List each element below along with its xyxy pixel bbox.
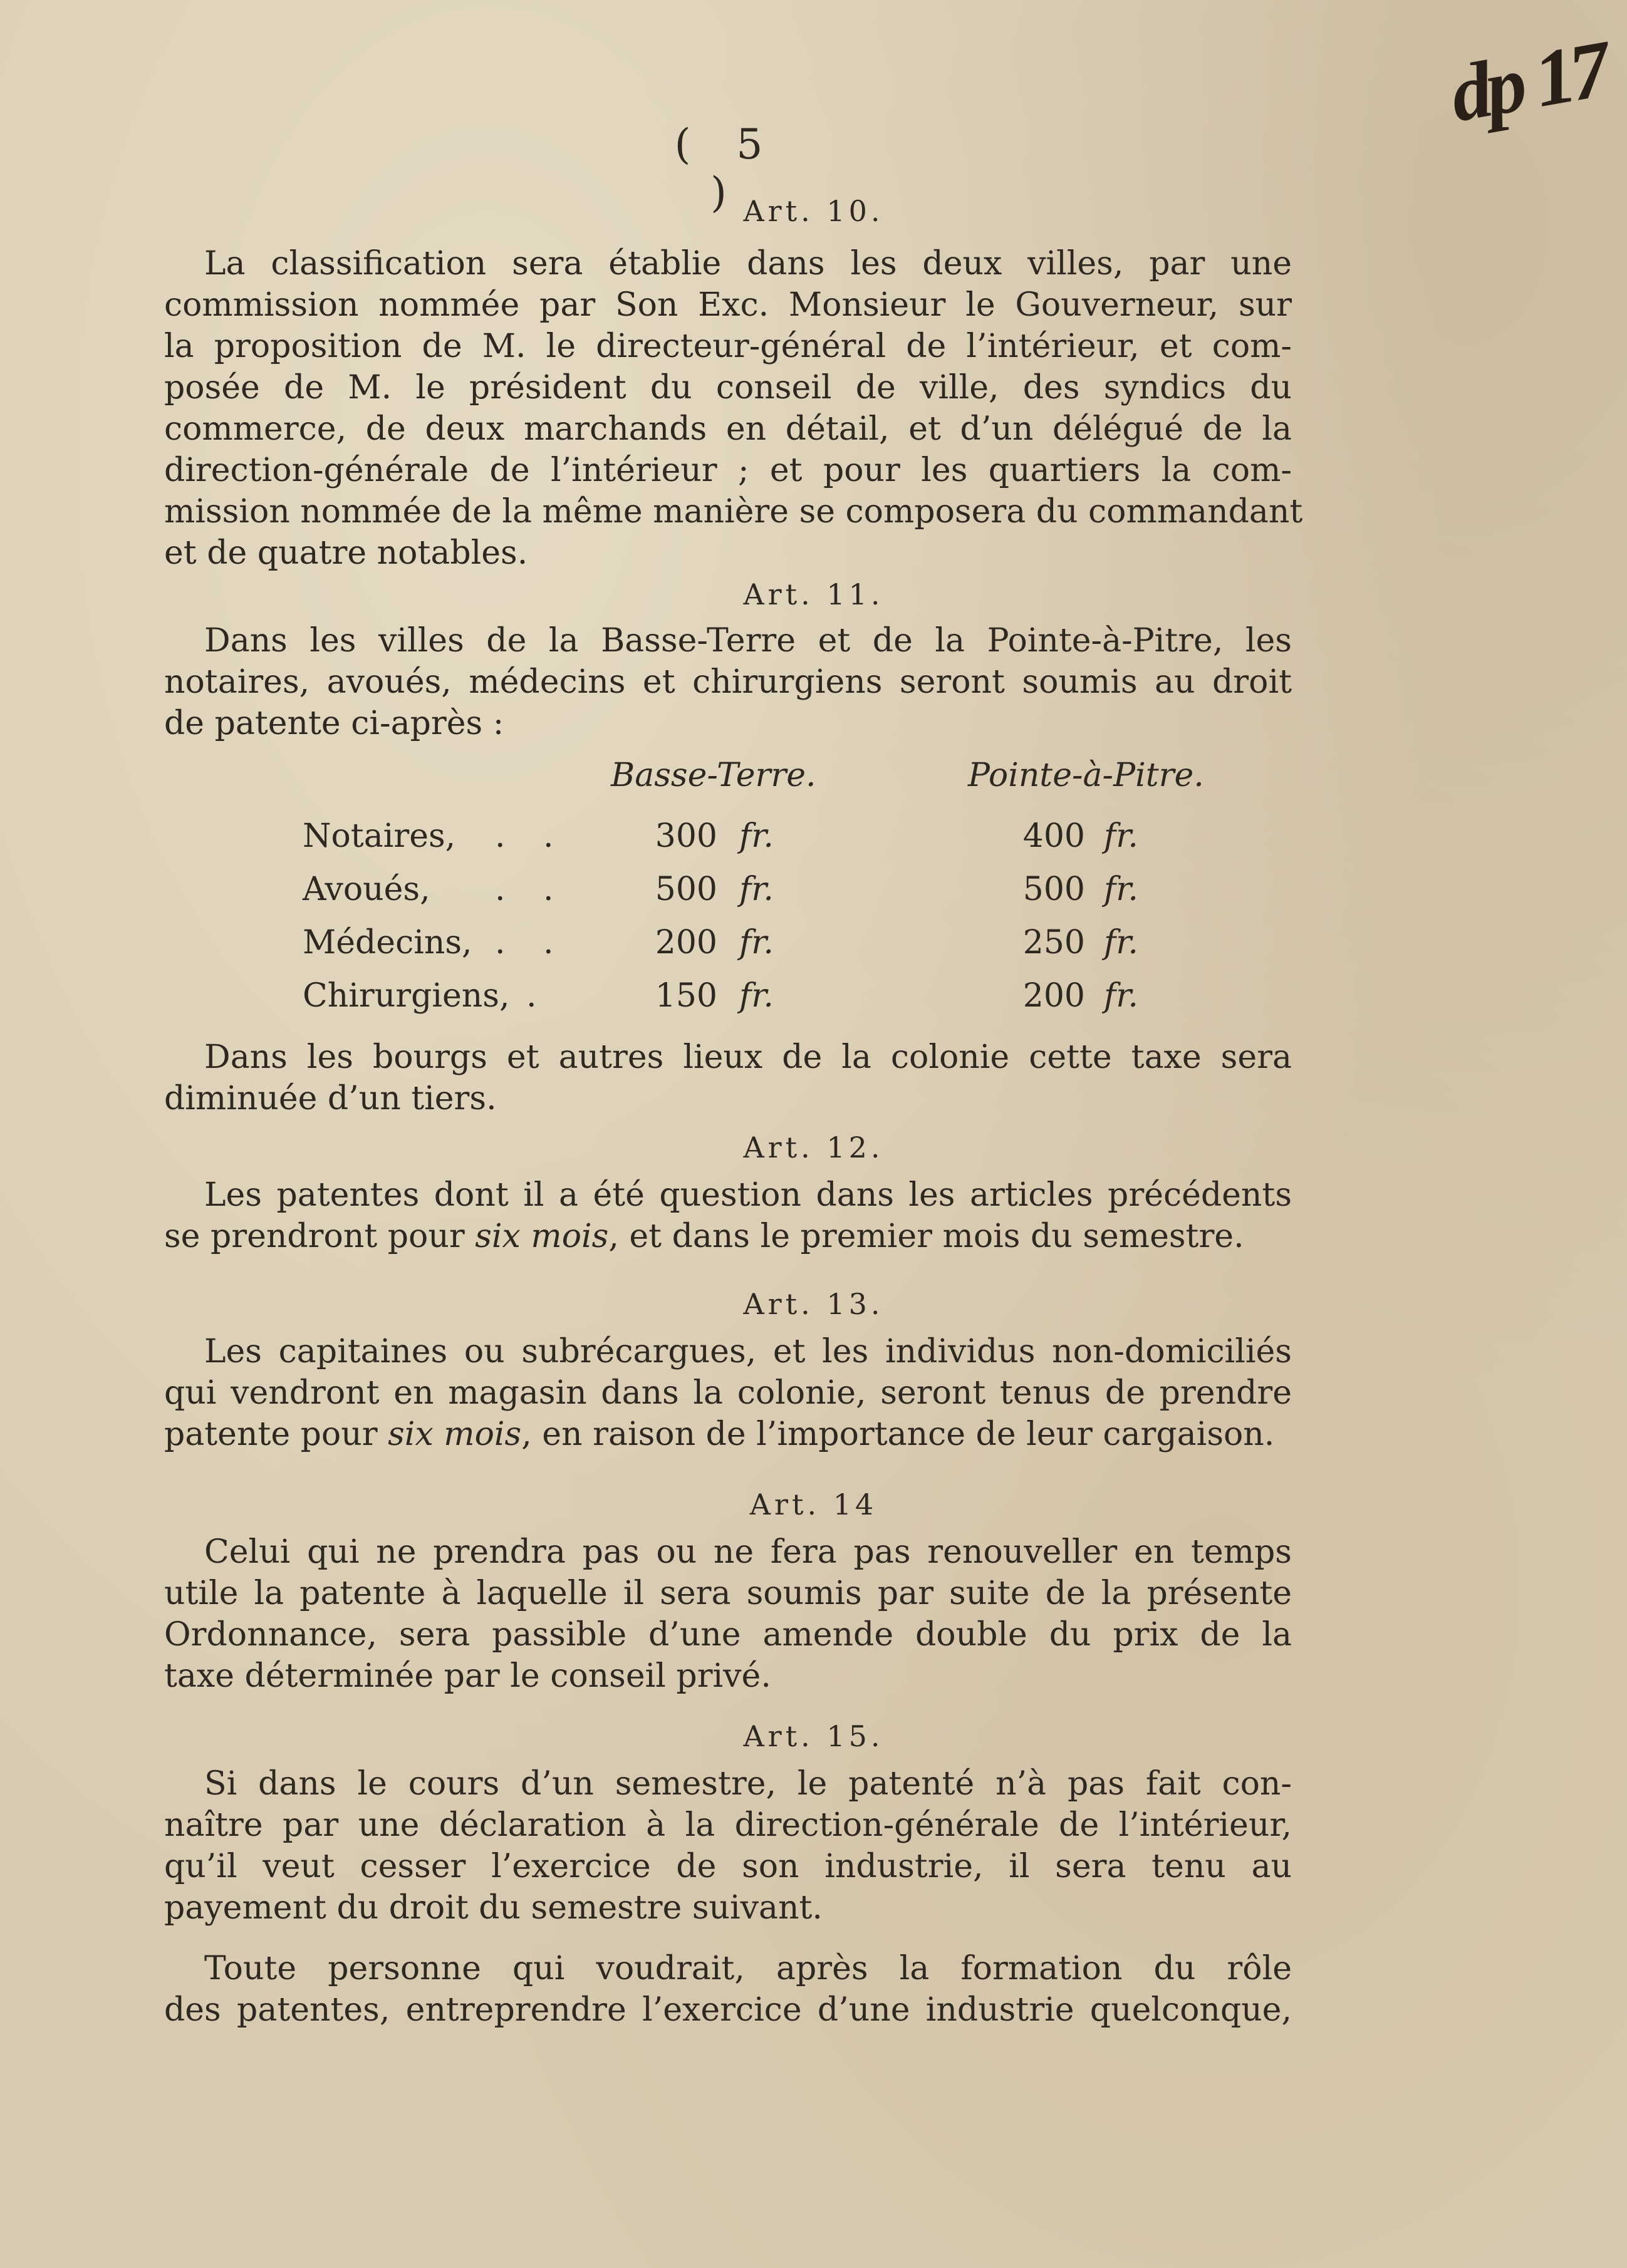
article-15-text-continued (164, 1948, 1292, 2031)
currency-unit: fr. (1104, 817, 1138, 855)
currency-unit: fr. (1104, 977, 1138, 1015)
text-line: commerce, de deux marchands en détail, et d’un délégué de la (164, 410, 1292, 448)
currency-unit: fr. (739, 977, 774, 1015)
text-line: qu’il veut cesser l’exercice de son industrie, il sera tenu au (164, 1848, 1292, 1885)
fee-row (0, 924, 1627, 974)
text-line: taxe déterminée par le conseil privé. (164, 1657, 771, 1695)
fee-row (0, 977, 1627, 1027)
fee-row (0, 871, 1627, 921)
text-line: de patente ci-après : (164, 705, 504, 742)
column-header-basse-terre: Basse-Terre. (611, 757, 816, 794)
text-line: Les capitaines ou subrécargues, et les individus non-domiciliés (204, 1333, 1292, 1370)
text-line: Toute personne qui voudrait, après la formation du rôle (204, 1950, 1292, 1987)
text-line: posée de M. le président du conseil de ville, des syndics du (164, 369, 1292, 406)
article-15-heading: Art. 15. (743, 1719, 884, 1753)
text-line: mission nommée de la même manière se composera du commandant (164, 493, 1303, 531)
text-line: Si dans le cours d’un semestre, le patenté n’à pas fait con- (204, 1765, 1292, 1803)
article-11-footnote (164, 1037, 1292, 1119)
currency-unit: fr. (739, 871, 774, 908)
leader-dots: . (526, 977, 551, 1015)
text-line: Ordonnance, sera passible d’une amende double du prix de la (164, 1616, 1292, 1654)
article-13-heading: Art. 13. (743, 1287, 884, 1321)
text-line: diminuée d’un tiers. (164, 1080, 497, 1117)
leader-dots: . . (495, 924, 568, 961)
pointe-a-pitre-fee: 500 (1022, 871, 1085, 908)
article-11-heading: Art. 11. (743, 577, 884, 611)
pointe-a-pitre-fee: 400 (1022, 817, 1085, 855)
article-14-text (164, 1531, 1292, 1697)
basse-terre-fee: 300 (655, 817, 717, 855)
column-header-pointe-a-pitre: Pointe-à-Pitre. (968, 757, 1204, 794)
fee-row (0, 817, 1627, 867)
fee-label: Chirurgiens, (303, 977, 510, 1015)
pointe-a-pitre-fee: 250 (1022, 924, 1085, 961)
basse-terre-fee: 500 (655, 871, 717, 908)
basse-terre-fee: 150 (655, 977, 717, 1015)
pointe-a-pitre-fee: 200 (1022, 977, 1085, 1015)
text-line: payement du droit du semestre suivant. (164, 1889, 823, 1927)
text-line: commission nommée par Son Exc. Monsieur le Gouverneur, sur (164, 286, 1292, 324)
article-12-text (164, 1174, 1292, 1257)
currency-unit: fr. (739, 924, 774, 961)
article-15-text (164, 1763, 1292, 1929)
text-line: utile la patente à laquelle il sera soumis par suite de la présente (164, 1575, 1292, 1612)
text-line: patente pour six mois, en raison de l’importance de leur cargaison. (164, 1416, 1275, 1453)
leader-dots: . . (495, 871, 568, 908)
text-line: Celui qui ne prendra pas ou ne fera pas renouveller en temps (204, 1533, 1292, 1571)
text-line: Dans les bourgs et autres lieux de la colonie cette taxe sera (204, 1038, 1292, 1076)
text-line: La classification sera établie dans les deux villes, par une (204, 245, 1292, 282)
text-line: qui vendront en magasin dans la colonie, seront tenus de prendre (164, 1374, 1292, 1412)
currency-unit: fr. (1104, 871, 1138, 908)
article-14-heading: Art. 14 (749, 1488, 878, 1521)
leader-dots: . . (495, 817, 568, 855)
handwritten-margin-note: dp 17 (1443, 24, 1613, 139)
text-line: des patentes, entreprendre l’exercice d’une industrie quelconque, (164, 1991, 1292, 2029)
page-number: ( 5 ) (674, 120, 779, 217)
basse-terre-fee: 200 (655, 924, 717, 961)
text-line: notaires, avoués, médecins et chirurgiens seront soumis au droit (164, 663, 1292, 701)
text-line: Les patentes dont il a été question dans les articles précédents (204, 1176, 1292, 1214)
article-11-text (164, 620, 1292, 744)
text-line: se prendront pour six mois, et dans le premier mois du semestre. (164, 1218, 1244, 1255)
fee-label: Avoués, (303, 871, 430, 908)
currency-unit: fr. (1104, 924, 1138, 961)
text-line: la proposition de M. le directeur-général de l’intérieur, et com- (164, 328, 1292, 365)
text-line: Dans les villes de la Basse-Terre et de la Pointe-à-Pitre, les (204, 622, 1292, 660)
article-12-heading: Art. 12. (743, 1131, 884, 1164)
text-line: naître par une déclaration à la direction-générale de l’intérieur, (164, 1806, 1292, 1844)
text-line: direction-générale de l’intérieur ; et pour les quartiers la com- (164, 452, 1292, 489)
fee-label: Médecins, (303, 924, 472, 961)
article-10-heading: Art. 10. (743, 194, 884, 228)
article-10-text (164, 243, 1303, 574)
currency-unit: fr. (739, 817, 774, 855)
fee-label: Notaires, (303, 817, 456, 855)
text-line: et de quatre notables. (164, 534, 528, 572)
article-13-text (164, 1331, 1292, 1455)
